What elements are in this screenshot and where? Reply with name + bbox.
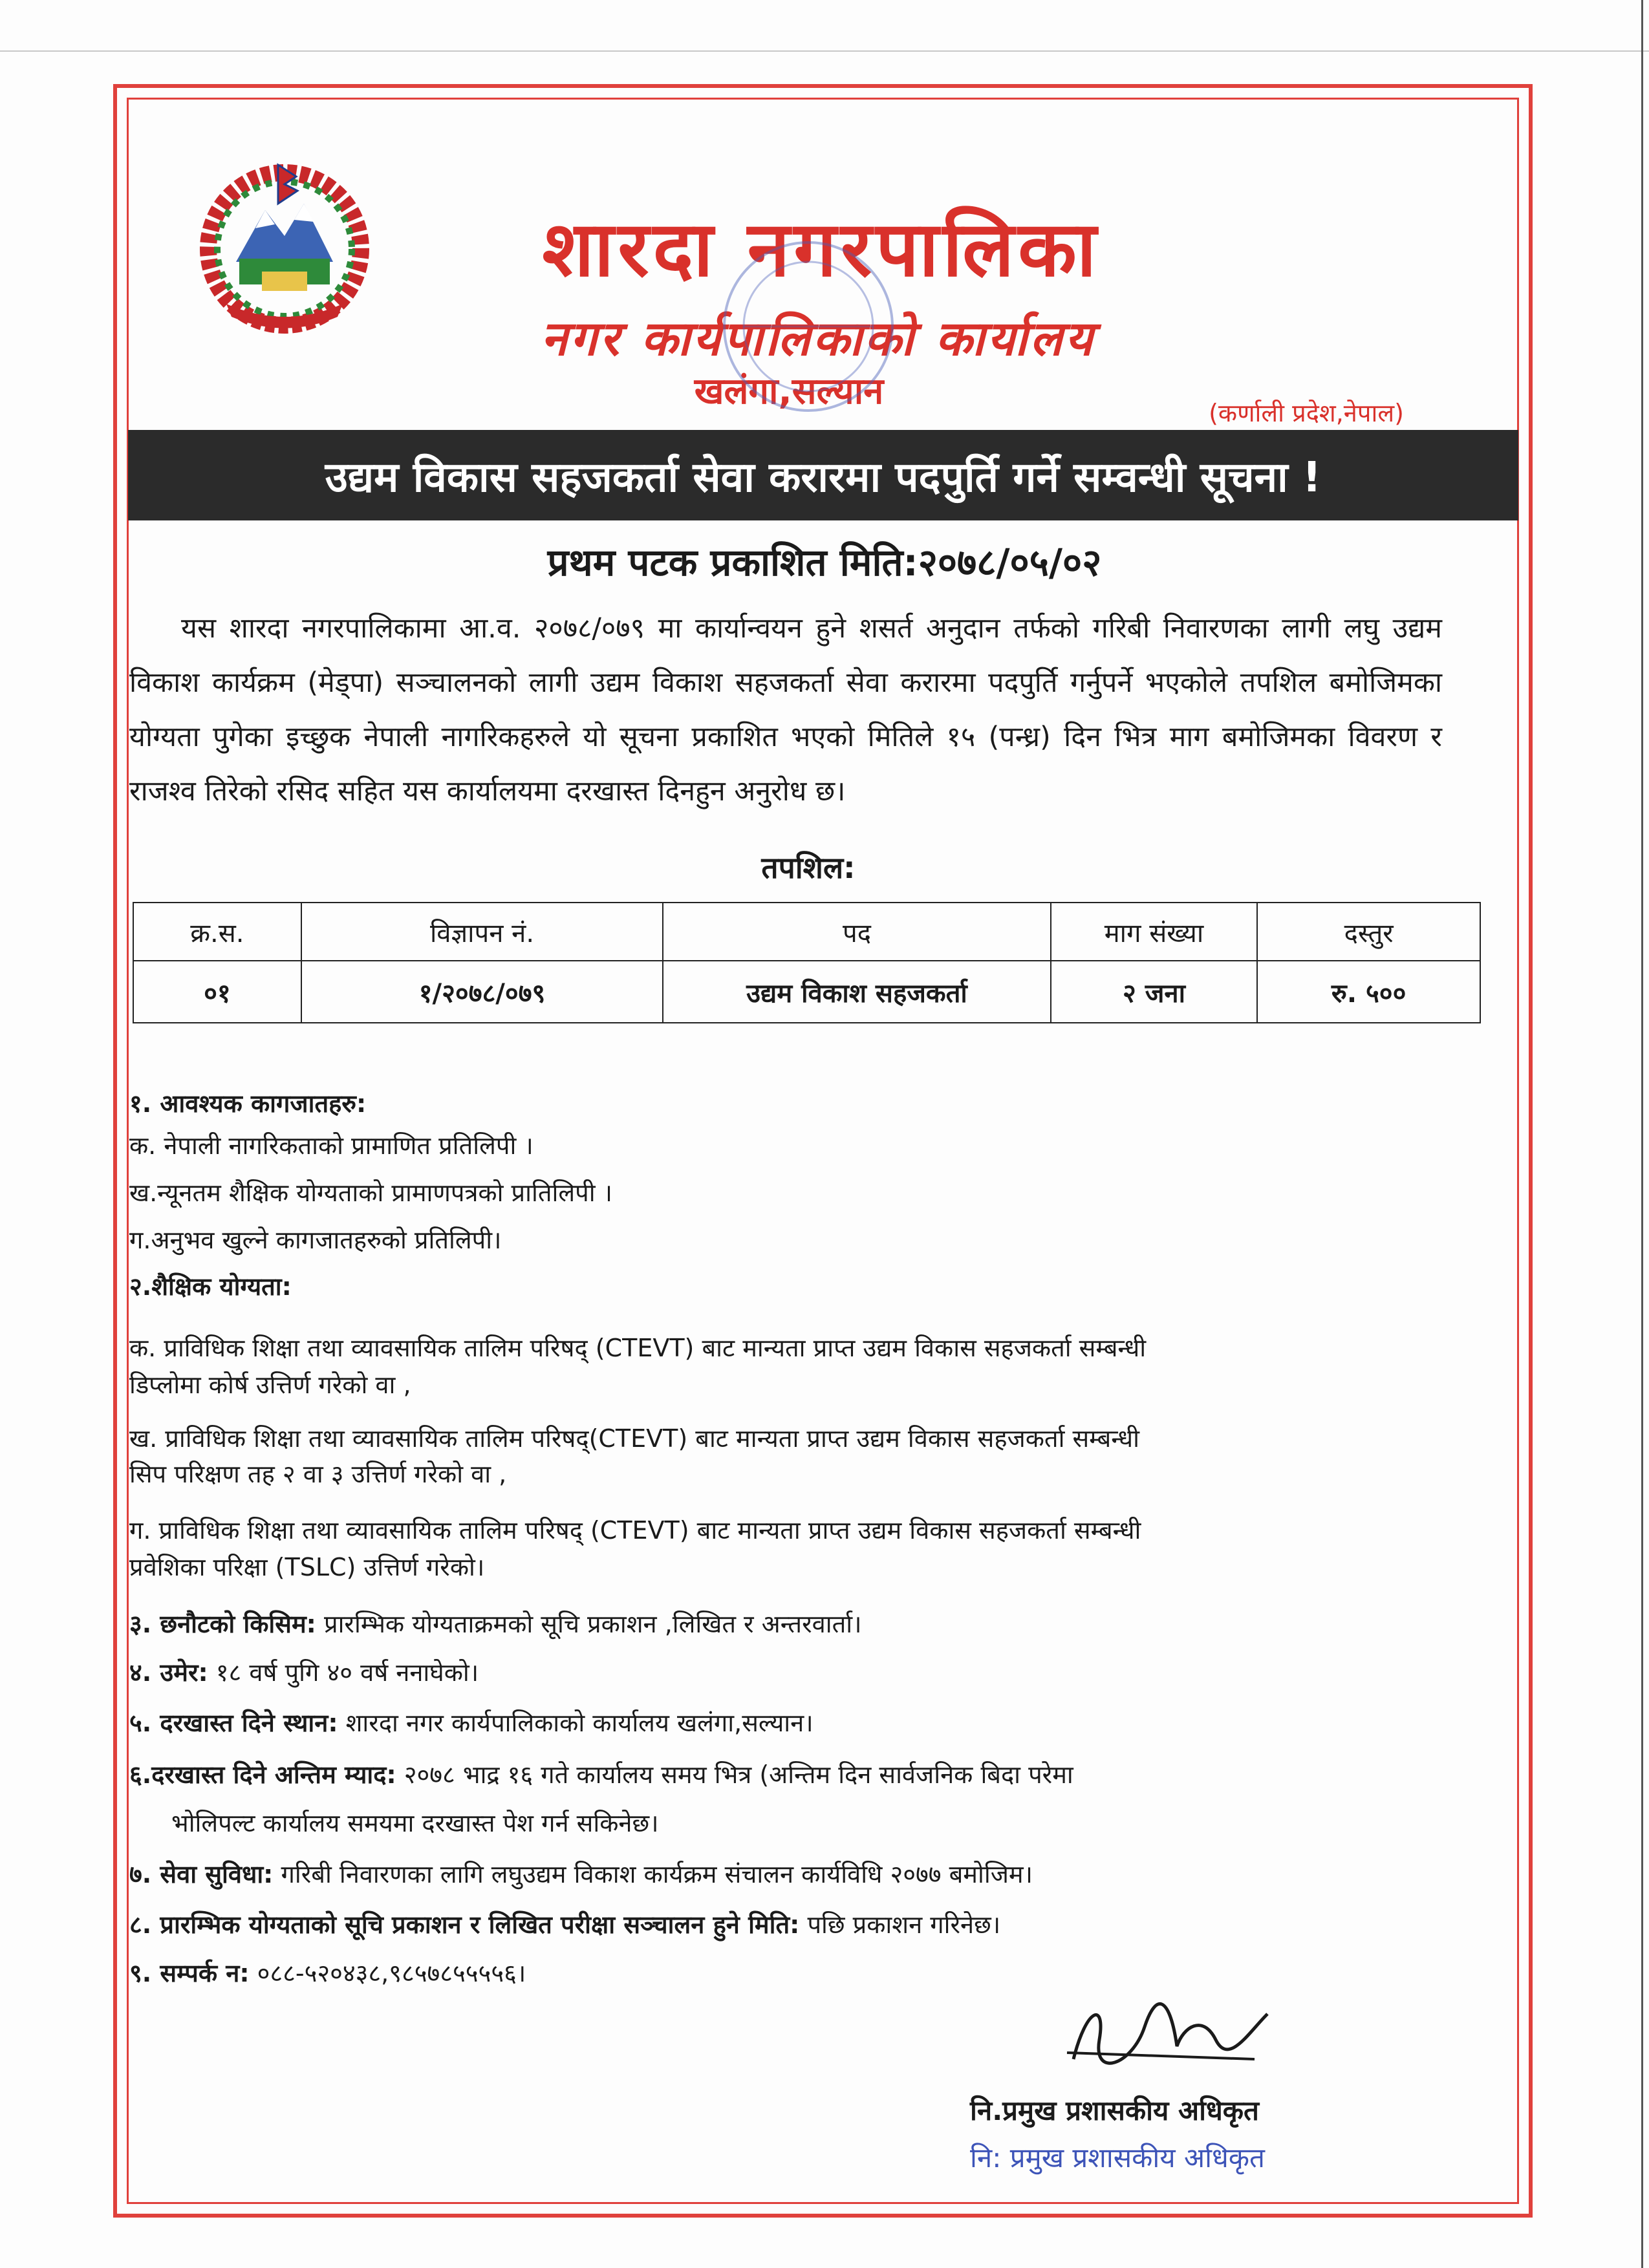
province-label: (कर्णाली प्रदेश,नेपाल) (1209, 399, 1404, 427)
doc-item-experience: ग.अनुभव खुल्ने कागजातहरुको प्रतिलिपी। (129, 1226, 502, 1254)
cell-sn: ०१ (133, 961, 301, 1023)
office-name: नगर कार्यपालिकाको कार्यालय (541, 311, 1095, 367)
section-documents-heading: १. आवश्यक कागजातहरु: (129, 1089, 367, 1118)
exam-date-text: पछि प्रकाशन गरिनेछ। (799, 1910, 1001, 1939)
contact-text: ०८८-५२०४३८,९८५७८५५५५६। (249, 1959, 526, 1987)
section-education-heading: २.शैक्षिक योग्यता: (129, 1272, 292, 1301)
office-address: खलंगा,सल्यान (694, 370, 884, 412)
benefits-text: गरिबी निवारणका लागि लघुउद्यम विकाश कार्यक्रम संचालन कार्यविधि २०७७ बमोजिम। (273, 1860, 1033, 1888)
signatory-stamp: नि: प्रमुख प्रशासकीय अधिकृत (970, 2142, 1265, 2174)
edu-item-c-line2: प्रवेशिका परिक्षा (TSLC) उत्तिर्ण गरेको। (129, 1553, 485, 1581)
selection-type-label: ३. छनौटको किसिम: (129, 1610, 316, 1638)
deadline-text-line2: भोलिपल्ट कार्यालय समयमा दरखास्त पेश गर्न सकिनेछ। (171, 1809, 659, 1837)
signature-icon (1061, 1988, 1280, 2072)
cell-post: उद्यम विकाश सहजकर्ता (663, 961, 1050, 1023)
section-benefits (129, 1857, 1033, 1890)
section-deadline (129, 1757, 1073, 1791)
col-header-fee: दस्तुर (1257, 903, 1480, 961)
section-age (129, 1655, 479, 1689)
intro-paragraph: यस शारदा नगरपालिकामा आ.व. २०७८/०७९ मा कार्यान्वयन हुने शसर्त अनुदान तर्फको गरिबी निवारणका लागी लघु उद्यम विकाश कार्यक्रम (मेड्पा) सञ्चालनको लागी उद्यम विकाश सहजकर्ता सेवा करारमा पदपुर्ति गर्नुपर्ने भएकोले तपशिल बमोजिमका योग्यता पुगेका इच्छुक नेपाली नागरिकहरुले यो सूचना प्रकाशित भएको मितिले १५ (पन्ध्र) दिन भित्र माग बमोजिमका विवरण र राजश्व तिरेको रसिद सहित यस कार्यालयमा दरखास्त दिनहुन अनुरोध छ। (129, 612, 1442, 808)
nepal-emblem-icon (188, 152, 382, 339)
cell-ad-no: १/२०७८/०७९ (301, 961, 663, 1023)
section-application-place (129, 1706, 814, 1739)
notice-title-banner (128, 430, 1518, 520)
col-header-post: पद (663, 903, 1050, 961)
cell-demand: २ जना (1051, 961, 1258, 1023)
cell-fee: रु. ५०० (1257, 961, 1480, 1023)
edu-item-b-line2: सिप परिक्षण तह २ वा ३ उत्तिर्ण गरेको वा , (129, 1460, 507, 1488)
application-place-label: ५. दरखास्त दिने स्थान: (129, 1709, 338, 1737)
edu-item-a-line1: क. प्राविधिक शिक्षा तथा व्यावसायिक तालिम परिषद् (CTEVT) बाट मान्यता प्राप्त उद्यम विकास सहजकर्ता सम्बन्धी (129, 1334, 1147, 1362)
vacancy-table (133, 902, 1481, 1023)
col-header-sn: क्र.स. (133, 903, 301, 961)
scan-edge-right (1641, 0, 1643, 2268)
edu-item-c-line1: ग. प्राविधिक शिक्षा तथा व्यावसायिक तालिम परिषद् (CTEVT) बाट मान्यता प्राप्त उद्यम विकास सहजकर्ता सम्बन्धी (129, 1516, 1141, 1545)
edu-item-b-line1: ख. प्राविधिक शिक्षा तथा व्यावसायिक तालिम परिषद्(CTEVT) बाट मान्यता प्राप्त उद्यम विकास सहजकर्ता सम्बन्धी (129, 1424, 1139, 1453)
scan-edge-line (0, 50, 1649, 52)
exam-date-label: ८. प्रारम्भिक योग्यताको सूचि प्रकाशन र लिखित परीक्षा सञ्चालन हुने मिति: (129, 1910, 800, 1939)
doc-item-citizenship: क. नेपाली नागरिकताको प्रामाणित प्रतिलिपी । (129, 1131, 534, 1160)
section-exam-date (129, 1907, 1000, 1941)
org-name: शारदा नगरपालिका (542, 204, 1101, 294)
section-selection-type (129, 1607, 862, 1640)
deadline-label: ६.दरखास्त दिने अन्तिम म्याद: (129, 1760, 396, 1789)
age-label: ४. उमेर: (129, 1658, 208, 1687)
table-row (133, 961, 1480, 1023)
office-stamp-icon (685, 230, 938, 423)
col-header-ad-no: विज्ञापन नं. (301, 903, 663, 961)
notice-title: उद्यम विकास सहजकर्ता सेवा करारमा पदपुर्ति गर्ने सम्वन्धी सूचना ! (325, 453, 1322, 502)
edu-item-a-line2: डिप्लोमा कोर्ष उत्तिर्ण गरेको वा , (129, 1371, 411, 1399)
benefits-label: ७. सेवा सुविधा: (129, 1860, 274, 1888)
table-header-row (133, 903, 1480, 961)
signatory-title: नि.प्रमुख प्रशासकीय अधिकृत (970, 2095, 1259, 2126)
application-place-text: शारदा नगर कार्यपालिकाको कार्यालय खलंगा,सल्यान। (338, 1709, 814, 1737)
age-text: १८ वर्ष पुगि ४० वर्ष ननाघेको। (208, 1658, 479, 1687)
doc-item-qualification: ख.न्यूनतम शैक्षिक योग्यताको प्रामाणपत्रको प्रातिलिपी । (129, 1179, 613, 1207)
col-header-demand: माग संख्या (1051, 903, 1258, 961)
deadline-text: २०७८ भाद्र १६ गते कार्यालय समय भित्र (अन्तिम दिन सार्वजनिक बिदा परेमा (396, 1760, 1073, 1789)
section-contact (129, 1956, 526, 1989)
publication-date: प्रथम पटक प्रकाशित मिति:२०७८/०५/०२ (547, 540, 1102, 584)
contact-label: ९. सम्पर्क न: (129, 1959, 250, 1987)
selection-type-text: प्रारम्भिक योग्यताक्रमको सूचि प्रकाशन ,लिखित र अन्तरवार्ता। (316, 1610, 862, 1638)
schedule-title: तपशिल: (761, 850, 856, 885)
